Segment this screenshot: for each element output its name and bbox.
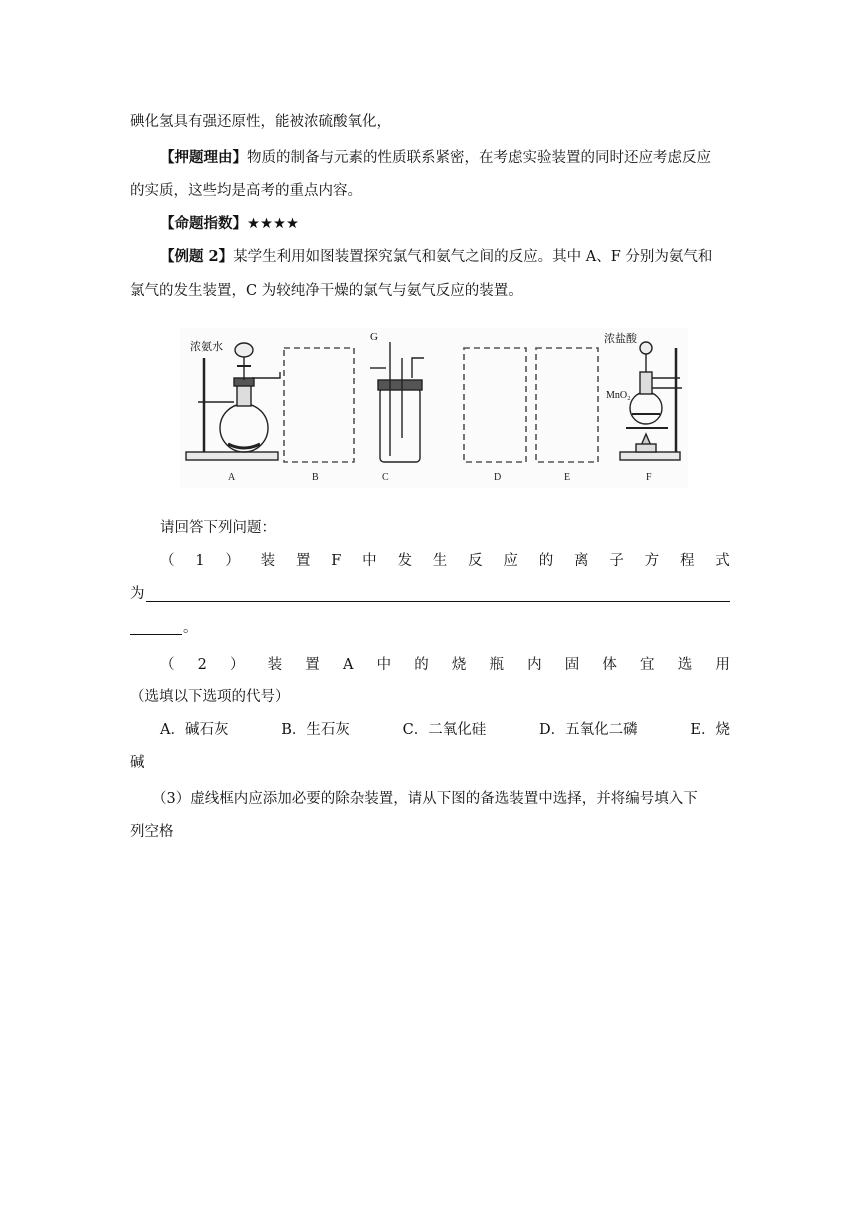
q1-char: （ — [160, 553, 175, 569]
label-mno2: MnO₂ — [606, 390, 631, 401]
example-text: 某学生利用如图装置探究氯气和氨气之间的反应。其中 A、F 分别为氨气和 — [233, 249, 713, 265]
apparatus-figure — [180, 328, 688, 488]
q1-char: 应 — [503, 553, 518, 569]
reason-label: 【押题理由】 — [160, 149, 247, 166]
q1-char: 生 — [432, 553, 448, 569]
q1-char: 1 — [195, 553, 205, 569]
option-d: D．五氧化二磷 — [539, 722, 638, 738]
label-g: G — [370, 331, 378, 343]
q2-char: 宜 — [640, 657, 655, 673]
option-c: C．二氧化硅 — [402, 722, 487, 738]
q2-char: 置 — [305, 657, 320, 673]
q2-char: 的 — [414, 657, 429, 673]
index-line — [160, 214, 299, 234]
q2-char: 体 — [602, 657, 617, 673]
example-line — [160, 247, 712, 267]
separatory-funnel-a — [235, 343, 253, 357]
option-e: E．烧 — [690, 722, 730, 738]
options-tail: 碱 — [130, 755, 145, 771]
label-ammonia: 浓氨水 — [190, 341, 223, 353]
question-1-line — [160, 551, 730, 571]
q1-char: 的 — [538, 553, 554, 569]
q1-end: 。 — [183, 620, 198, 636]
q2-char: 中 — [376, 657, 392, 673]
q2-tail: （选填以下选项的代号） — [130, 689, 290, 705]
flask-neck-a — [237, 384, 251, 406]
options-line — [160, 720, 730, 740]
q1-char: 装 — [260, 553, 276, 569]
q2-char: 固 — [564, 657, 580, 673]
q1-char: 方 — [644, 553, 660, 569]
q1-char: ） — [225, 553, 240, 569]
option-a: A．碱石灰 — [160, 722, 229, 738]
label-hcl: 浓盐酸 — [604, 333, 637, 345]
q1-char: 离 — [574, 553, 589, 569]
q2-char: A — [342, 657, 354, 673]
q2-char: 装 — [267, 657, 283, 673]
stand-base-f — [620, 452, 680, 460]
q1-char: 程 — [679, 553, 695, 569]
reason-text-cont: 的实质，这些均是高考的重点内容。 — [130, 183, 362, 199]
option-b: B．生石灰 — [281, 722, 350, 738]
alcohol-lamp-f — [636, 444, 656, 452]
question-3-line: （3）虚线框内应添加必要的除杂装置，请从下图的备选装置中选择，并将编号填入下 — [152, 791, 698, 807]
separatory-funnel-f — [640, 342, 652, 354]
index-label: 【命题指数】 — [160, 215, 247, 232]
flask-neck-f — [640, 372, 652, 394]
q1-char: 置 — [295, 553, 311, 569]
q2-char: 2 — [197, 657, 207, 673]
apparatus-letter-f: F — [646, 472, 652, 483]
apparatus-letter-a: A — [228, 472, 236, 483]
example-label: 【例题 2】 — [160, 248, 234, 265]
q1-tail: 为 — [130, 586, 145, 602]
q2-char: 烧 — [451, 657, 467, 673]
question-3-cont: 列空格 — [130, 824, 174, 840]
index-stars: ★★★★ — [247, 216, 299, 232]
q1-char: 发 — [397, 553, 412, 569]
stopper-c — [378, 380, 422, 390]
q2-char: （ — [160, 657, 175, 673]
q1-char: F — [331, 553, 342, 569]
apparatus-letter-c: C — [382, 472, 389, 483]
apparatus-letter-d: D — [494, 472, 502, 483]
answer-blank-1[interactable] — [146, 601, 730, 602]
q2-char: 内 — [527, 657, 542, 673]
q2-char: 用 — [715, 657, 730, 673]
example-text-cont: 氯气的发生装置，C 为较纯净干燥的氯气与氨气反应的装置。 — [130, 283, 523, 299]
q2-char: 选 — [677, 657, 693, 673]
prompt-line: 请回答下列问题： — [160, 520, 276, 536]
stand-base-a — [186, 452, 278, 460]
reason-line — [160, 148, 711, 168]
q1-char: 中 — [362, 553, 377, 569]
q2-char: ） — [230, 657, 245, 673]
apparatus-letter-b: B — [312, 472, 319, 483]
reason-text: 物质的制备与元素的性质联系紧密，在考虑实验装置的同时还应考虑反应 — [247, 150, 711, 166]
q1-char: 反 — [468, 553, 483, 569]
q2-char: 瓶 — [489, 657, 504, 673]
paragraph-iodide: 碘化氢具有强还原性，能被浓硫酸氧化， — [130, 114, 391, 130]
q1-char: 式 — [715, 553, 730, 569]
answer-blank-1b[interactable] — [130, 634, 182, 635]
apparatus-letter-e: E — [564, 472, 571, 483]
question-2-line — [160, 655, 730, 675]
q1-char: 子 — [609, 553, 624, 569]
